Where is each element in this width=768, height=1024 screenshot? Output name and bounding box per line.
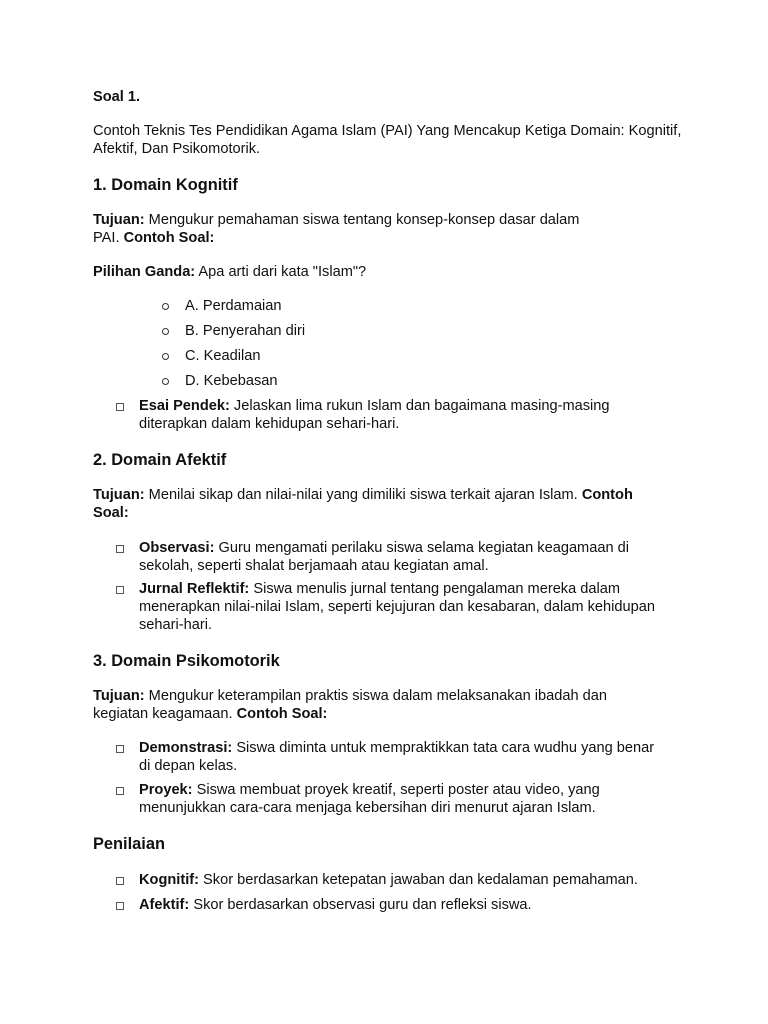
psikomotorik-tujuan: Tujuan: Mengukur keterampilan praktis siswa dalam melaksanakan ibadah dan kegiatan keagamaan. Contoh Soal: [93, 688, 607, 722]
list-item-penilaian-afektif: Afektif: Skor berdasarkan observasi guru dan refleksi siswa. [116, 896, 668, 914]
heading-kognitif: 1. Domain Kognitif [93, 176, 238, 194]
heading-psikomotorik: 3. Domain Psikomotorik [93, 652, 280, 670]
circle-bullet-icon [162, 328, 169, 335]
circle-bullet-icon [162, 353, 169, 360]
square-bullet-icon [116, 787, 124, 795]
list-item-observasi: Observasi: Guru mengamati perilaku siswa selama kegiatan keagamaan di sekolah, seperti shalat berjamaah atau kegiatan amal. [116, 539, 668, 575]
kognitif-pilihan-ganda: Pilihan Ganda: Apa arti dari kata "Islam"? [93, 264, 367, 280]
square-bullet-icon [116, 877, 124, 885]
afektif-tujuan: Tujuan: Menilai sikap dan nilai-nilai yang dimiliki siswa terkait ajaran Islam. Contoh Soal: [93, 487, 633, 521]
list-item-proyek: Proyek: Siswa membuat proyek kreatif, seperti poster atau video, yang menunjukkan cara-cara menjaga kebersihan diri menurut ajaran Islam. [116, 781, 668, 817]
square-bullet-icon [116, 586, 124, 594]
list-item-demonstrasi: Demonstrasi: Siswa diminta untuk mempraktikkan tata cara wudhu yang benar di depan kelas. [116, 739, 668, 775]
circle-bullet-icon [162, 378, 169, 385]
list-item-esai: Esai Pendek: Jelaskan lima rukun Islam dan bagaimana masing-masing diterapkan dalam kehidupan sehari-hari. [116, 397, 668, 433]
intro-paragraph: Contoh Teknis Tes Pendidikan Agama Islam (PAI) Yang Mencakup Ketiga Domain: Kognitif, Afektif, Dan Psikomotorik. [93, 123, 682, 157]
square-bullet-icon [116, 545, 124, 553]
list-item-penilaian-kognitif: Kognitif: Skor berdasarkan ketepatan jawaban dan kedalaman pemahaman. [116, 871, 668, 889]
square-bullet-icon [116, 745, 124, 753]
heading-penilaian: Penilaian [93, 835, 165, 853]
circle-bullet-icon [162, 303, 169, 310]
heading-afektif: 2. Domain Afektif [93, 451, 227, 469]
list-item-jurnal-reflektif: Jurnal Reflektif: Siswa menulis jurnal tentang pengalaman mereka dalam menerapkan nilai-nilai Islam, seperti kejujuran dan kesabaran, dalam kehidupan sehari-hari. [116, 580, 668, 634]
soal-title: Soal 1. [93, 89, 141, 105]
kognitif-tujuan: Tujuan: Mengukur pemahaman siswa tentang konsep-konsep dasar dalam PAI. Contoh Soal: [93, 212, 580, 246]
document-page: Soal 1. Contoh Teknis Tes Pendidikan Agama Islam (PAI) Yang Mencakup Ketiga Domain: Kognitif, Afektif, Dan Psikomotorik. 1. Domain Kognitif Tujuan: Mengukur pemahaman siswa tentang konsep-konsep dasar dalam PAI. Contoh Soal: Pilihan Ganda: Apa arti dari kata "Islam"? A. Perdamaian B. Penyerahan diri C. Keadilan D. Kebebasan Esai Pendek: Jelaskan lima rukun Islam dan bagaimana masing-masing diterapkan dalam kehidupan sehari-hari. 2. Domain Afektif Tujuan: Menilai sikap dan nilai-nilai yang dimiliki siswa terkait ajaran Islam. Contoh Soal: Observasi: Guru mengamati perilaku siswa selama kegiatan keagamaan di sekolah, seperti shalat berjamaah atau kegiatan amal. Jurnal Reflektif: Siswa menulis jurnal tentang pengalaman mereka dalam menerapkan nilai-nilai Islam, seperti kejujuran dan kesabaran, dalam kehidupan sehari-hari. 3. Domain Psikomotorik Tujuan: Mengukur keterampilan praktis siswa dalam melaksanakan ibadah dan kegiatan keagamaan. Contoh Soal: Demonstrasi: Siswa diminta untuk mempraktikkan tata cara wudhu yang benar di depan kelas. Proyek: Siswa membuat proyek kreatif, seperti poster atau video, yang menunjukkan cara-cara menjaga kebersihan diri menurut ajaran Islam. Penilaian Kognitif: Skor berdasarkan ketepatan jawaban dan kedalaman pemahaman. Afektif: Skor berdasarkan observasi guru dan refleksi siswa. [0, 0, 768, 1024]
square-bullet-icon [116, 403, 124, 411]
square-bullet-icon [116, 902, 124, 910]
